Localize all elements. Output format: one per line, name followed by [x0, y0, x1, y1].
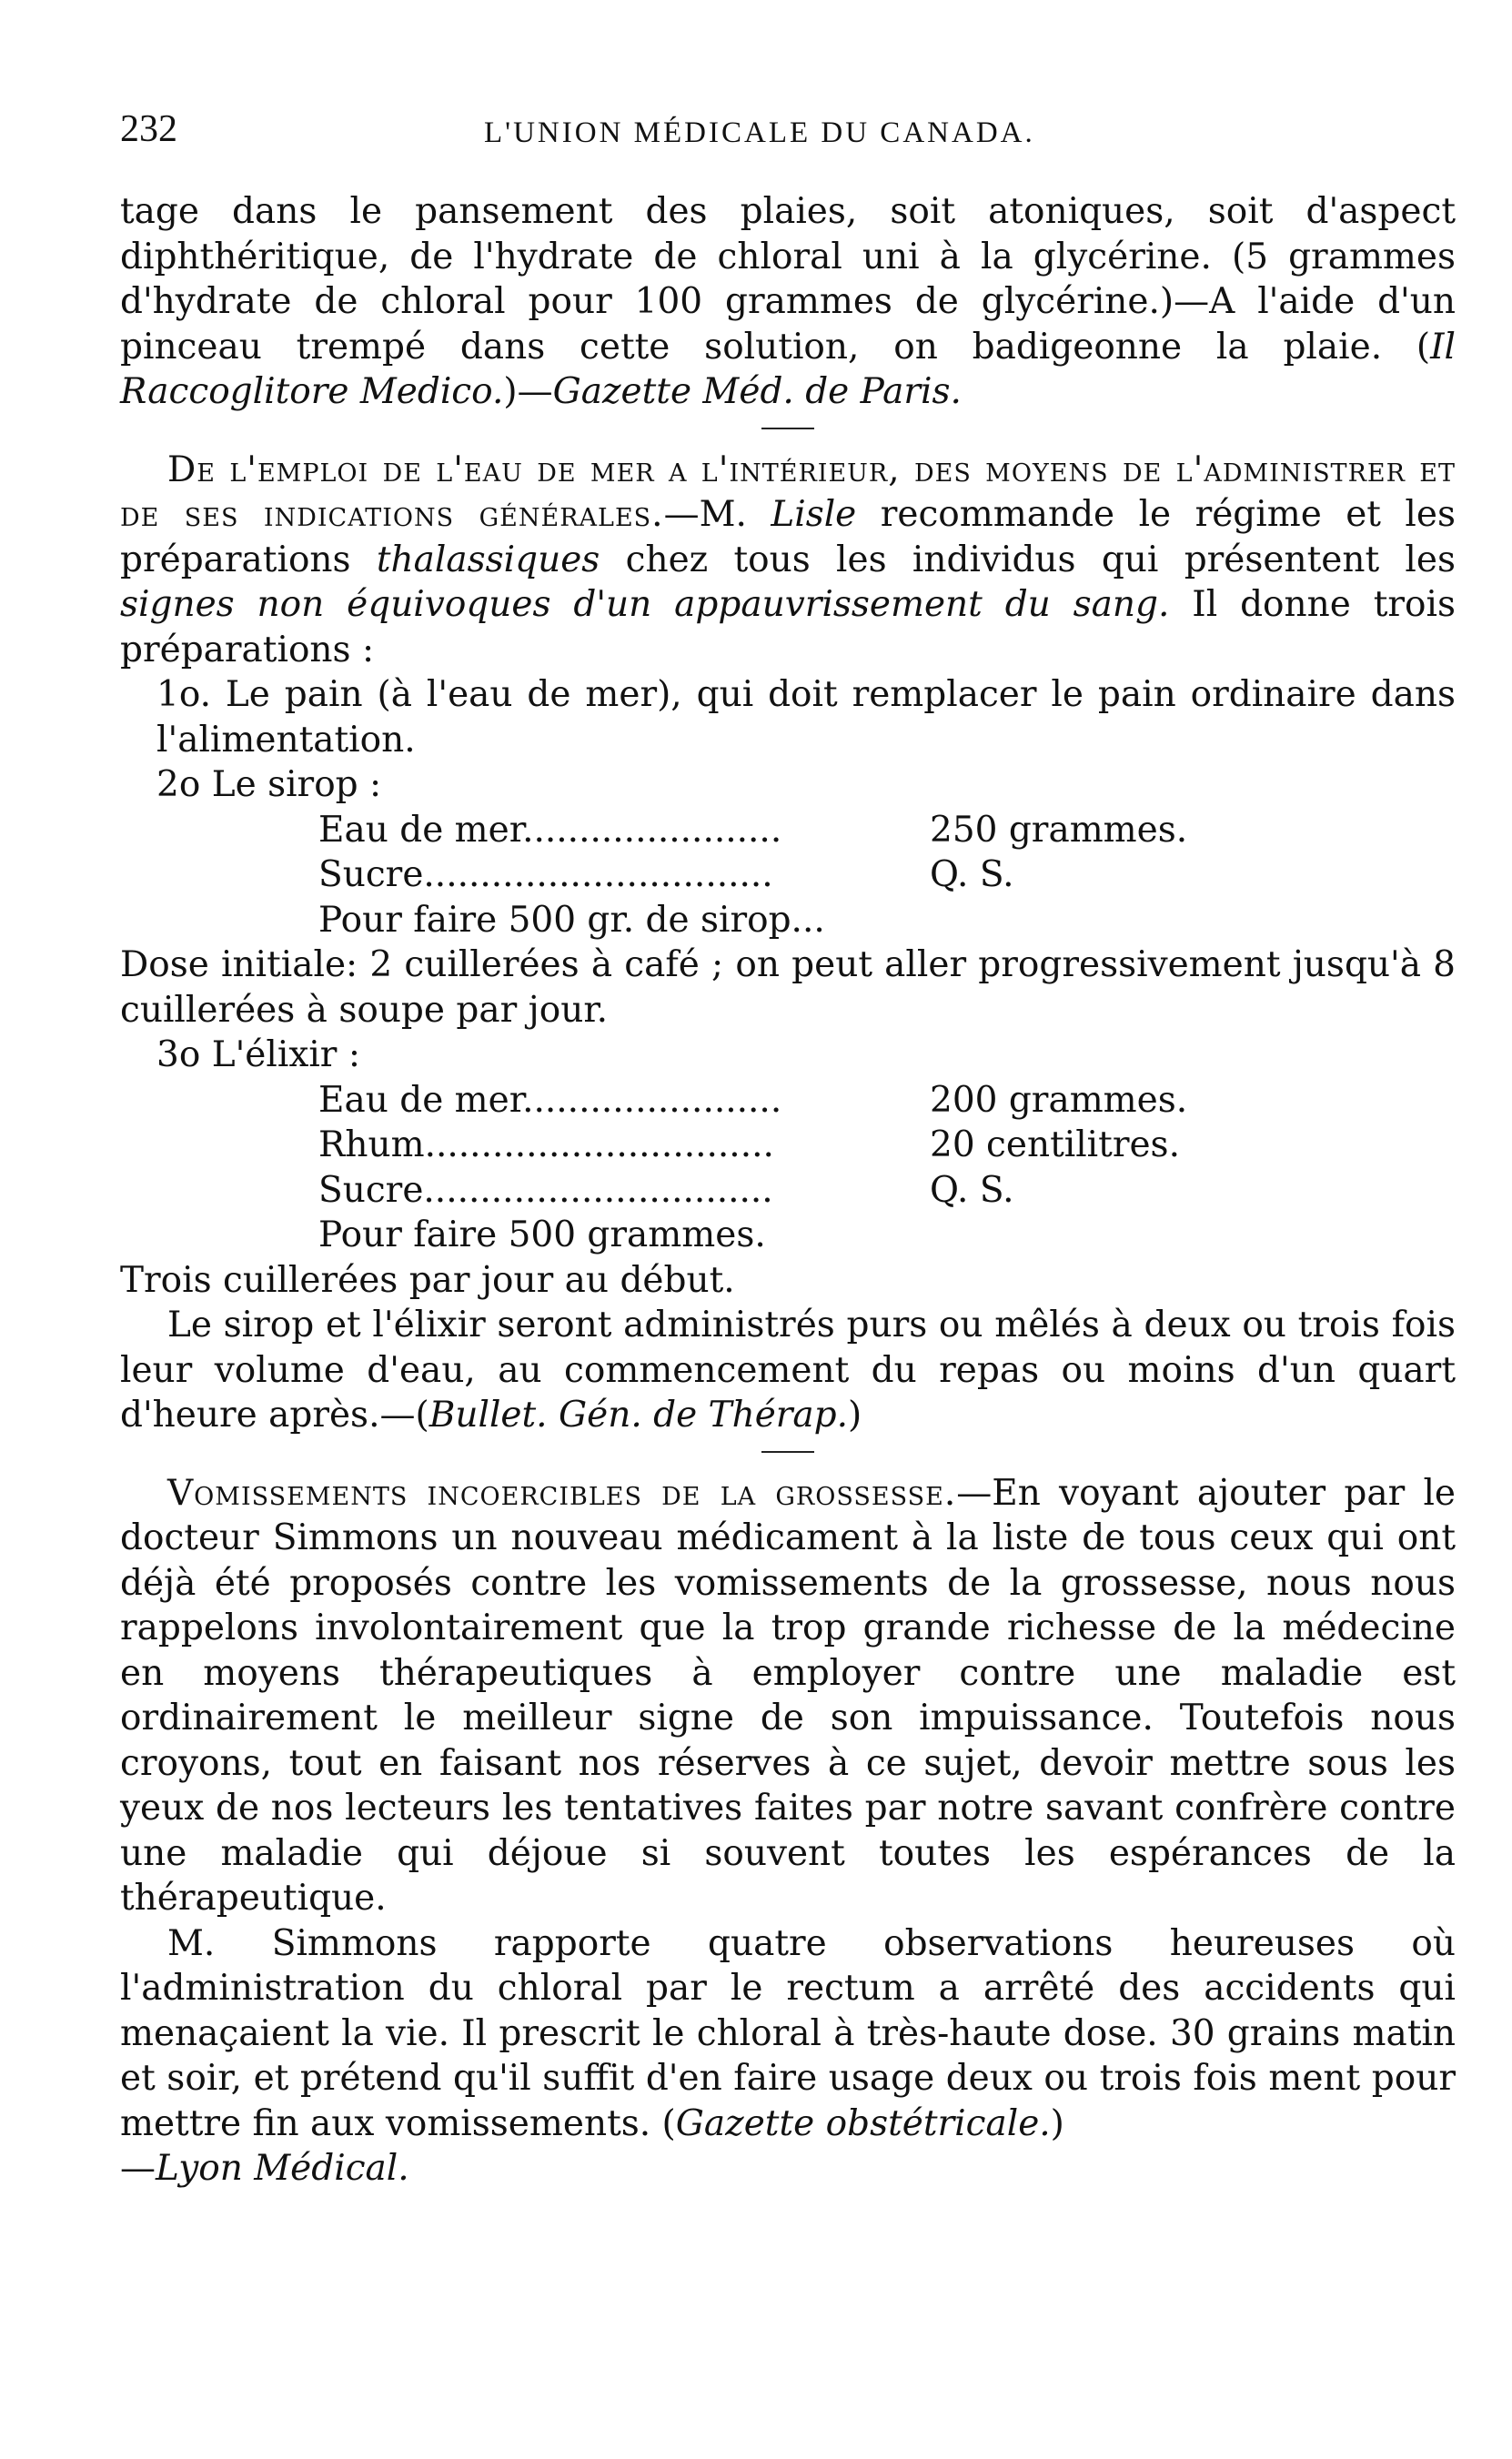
page-number: 232	[120, 108, 177, 150]
ingredient-qty: Q. S.	[930, 1169, 1014, 1211]
ingredient-name: Eau de mer.......................	[318, 809, 782, 851]
section-divider	[761, 1451, 814, 1453]
article3-text1: —En voyant ajouter par le docteur Simmons un nouveau médicament à la liste de tous ceux qui ont déjà été proposés contre les vomissements de la grossesse, nous nous rappelons involontairement que la trop grande richesse de la médecine en moyens thérapeutiques à employer contre une maladie est ordinairement le meilleur signe de son impuissance. Toutefois nous croyons, tout en faisant nos réserves à ce sujet, devoir mettre sous les yeux de nos lecteurs les tentatives faites par notre savant confrère contre une maladie qui déjoue si souvent toutes les espérances de la thérapeutique.	[120, 1472, 1456, 1919]
ingredient-row	[120, 852, 1456, 898]
preparation-sirop-title: 2o Le sirop :	[156, 764, 382, 805]
ingredient-row	[120, 1168, 1456, 1214]
page-header	[120, 107, 1456, 162]
article1-source-gazette: Gazette Méd. de Paris.	[552, 371, 962, 412]
sirop-recipe	[120, 808, 1456, 943]
article2-closing	[120, 1303, 1456, 1438]
article1-dash: )—	[503, 371, 553, 412]
sirop-yield: Pour faire 500 gr. de sirop...	[318, 899, 825, 941]
running-title: L'UNION MÉDICALE DU CANADA.	[484, 116, 1035, 149]
article2-intro-a: —M.	[663, 494, 771, 535]
ingredient-name: Rhum...............................	[318, 1124, 774, 1165]
article3-close-paren: )	[1050, 2102, 1064, 2144]
article2-author: Lisle	[771, 494, 857, 535]
article1-source-raccoglitore: Il Raccoglitore Medico.	[120, 326, 1456, 412]
section-divider	[761, 428, 814, 429]
article1-text: tage dans le pansement des plaies, soit atoniques, soit d'aspect diphthéritique, de l'hydrate de chloral uni à la glycérine. (5 grammes d'hydrate de chloral pour 100 grammes de glycérine.)—A l'aide d'un pinceau trempé dans cette solution, on badigeonne la plaie. (	[120, 191, 1456, 368]
ingredient-name: Sucre...............................	[318, 854, 773, 895]
ingredient-name: Sucre...............................	[318, 1169, 773, 1211]
article3-source-lyon: Lyon Médical.	[156, 2148, 409, 2189]
article2-signs: signes non équivoques d'un appauvrissement du sang.	[120, 584, 1170, 625]
article3-title: Vomissements incoercibles de la grossesse.	[167, 1472, 957, 1514]
article2-closing-text: Le sirop et l'élixir seront administrés purs ou mêlés à deux ou trois fois leur volume d'eau, au commencement du repas ou moins d'un quart d'heure après.—(	[120, 1305, 1456, 1436]
article2-intro-d: Il donne trois préparations :	[120, 584, 1456, 670]
article3-final-source	[120, 2146, 1456, 2192]
article2-term: thalassiques	[376, 539, 600, 580]
article-vomissements	[120, 1471, 1456, 1921]
article2-intro-b: recommande le régime et les préparations	[120, 494, 1456, 580]
article2-intro-c: chez tous les individus qui présentent les	[600, 539, 1456, 580]
ingredient-name: Eau de mer.......................	[318, 1079, 782, 1121]
ingredient-qty: 20 centilitres.	[930, 1124, 1180, 1165]
ingredient-row	[120, 1123, 1456, 1168]
article2-source: Bullet. Gén. de Thérap.	[428, 1395, 849, 1436]
ingredient-row	[120, 1078, 1456, 1124]
preparation-elixir-title: 3o L'élixir :	[156, 1034, 360, 1075]
article3-text2: M. Simmons rapporte quatre observations heureuses où l'administration du chloral par le rectum a arrêté des accidents qui menaçaient la vie. Il prescrit le chloral à très-haute dose. 30 grains matin et soir, et prétend qu'il suffit d'en faire usage deux ou trois fois ment pour mettre fin aux vomissements. (	[120, 1922, 1456, 2144]
article3-simmons	[120, 1921, 1456, 2147]
article-chloral-continuation	[120, 189, 1456, 415]
dose-paragraph: Dose initiale: 2 cuillerées à café ; on peut aller progressivement jusqu'à 8 cuillerées à soupe par jour.	[120, 944, 1456, 1031]
ingredient-qty: 200 grammes.	[930, 1079, 1188, 1121]
article3-source-gazette: Gazette obstétricale.	[675, 2102, 1051, 2144]
daily-dose: Trois cuillerées par jour au début.	[120, 1259, 735, 1301]
elixir-yield: Pour faire 500 grammes.	[318, 1214, 766, 1255]
elixir-recipe	[120, 1078, 1456, 1258]
preparation-pain: 1o. Le pain (à l'eau de mer), qui doit remplacer le pain ordinaire dans l'alimentation.	[156, 674, 1456, 761]
ingredient-qty: 250 grammes.	[930, 809, 1188, 851]
article3-dash: —	[120, 2148, 156, 2189]
ingredient-qty: Q. S.	[930, 854, 1014, 895]
article2-close-paren: )	[848, 1395, 862, 1436]
article-eau-de-mer	[120, 448, 1456, 673]
ingredient-row	[120, 808, 1456, 853]
article2-title: De l'emploi de l'eau de mer a l'intérieur, des moyens de l'administrer et de ses indications générales.	[120, 448, 1456, 535]
